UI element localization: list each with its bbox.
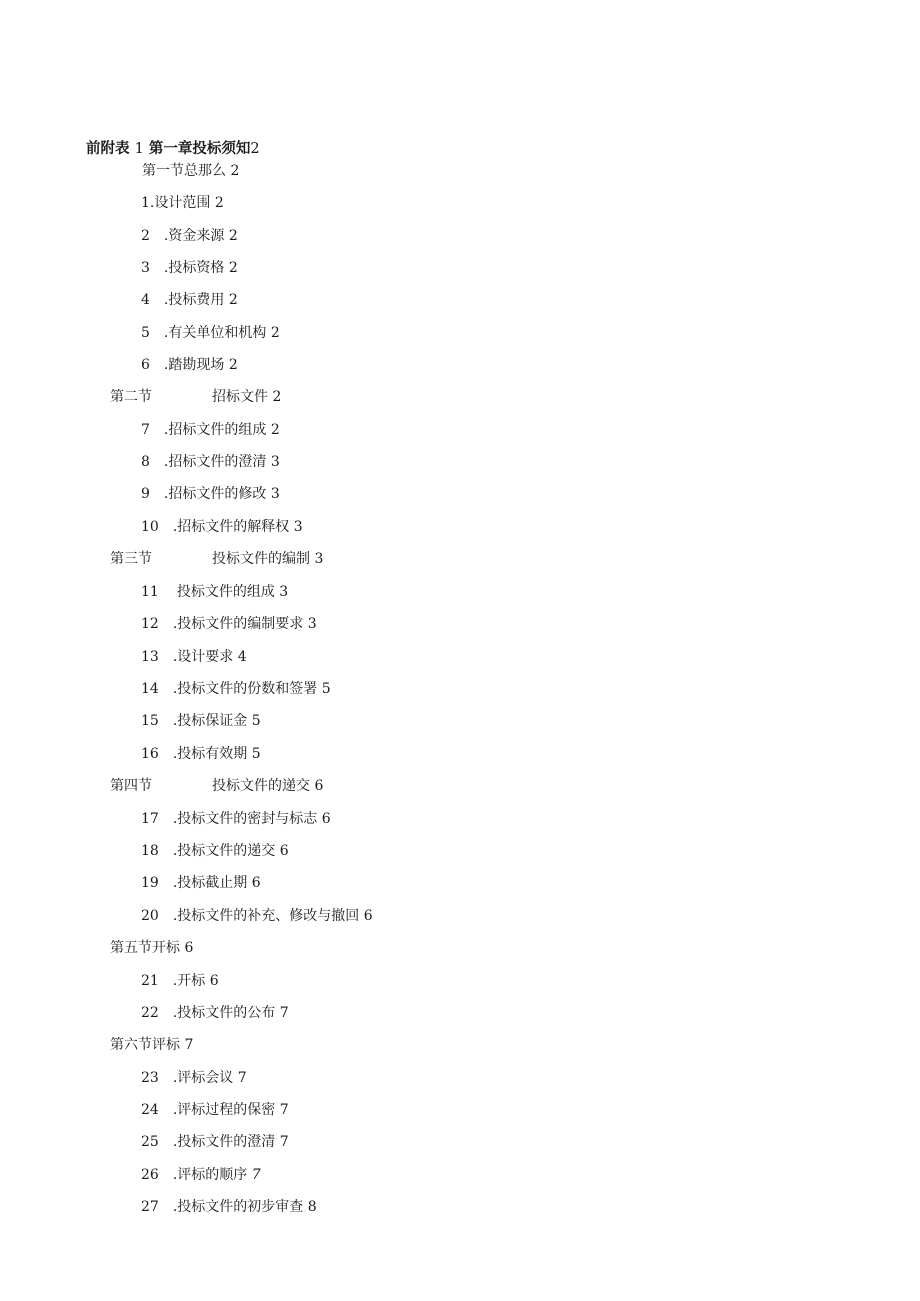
section-page: 2 [272,389,282,405]
item-text: .招标文件的澄清 [163,454,267,470]
toc-item [141,583,288,601]
section-label: 第三节 [110,551,152,567]
item-number: 15 [141,713,159,729]
toc-item [141,1004,289,1022]
item-page: 5 [251,746,261,762]
item-number: 8 [141,454,150,470]
item-page: 2 [214,195,224,211]
item-page: 6 [321,811,331,827]
item-number: 4 [141,292,150,308]
item-number: 14 [141,681,159,697]
item-page: 7 [279,1005,289,1021]
toc-item [141,356,238,374]
section-label: 第四节 [110,778,152,794]
toc-item [141,810,331,828]
toc-item [141,712,261,730]
toc-item [141,518,303,536]
item-number: 11 [141,584,159,600]
toc-item [141,259,238,277]
item-text: .评标会议 [172,1070,234,1086]
item-page: 3 [279,584,289,600]
item-page: 7 [237,1070,247,1086]
toc-item [141,615,317,633]
section-title: 投标文件的递交 [212,778,310,794]
item-number: 16 [141,746,159,762]
item-text: .投标文件的澄清 [172,1134,276,1150]
toc-section-1 [142,162,239,180]
item-page: 2 [228,228,238,244]
section-title: 第五节开标 [110,940,180,956]
toc-header [86,140,260,158]
toc-item [141,1101,289,1119]
toc-item [141,485,280,503]
toc-section-3 [110,550,410,568]
section-label: 第二节 [110,389,152,405]
item-text: .评标过程的保密 [172,1102,276,1118]
toc-item [141,227,238,245]
item-number: 5 [141,325,150,341]
toc-item [141,1166,261,1184]
item-number: 19 [141,875,159,891]
item-text: 投标文件的组成 [176,584,275,600]
section-title: 投标文件的编制 [212,551,310,567]
item-page: 2 [228,292,238,308]
item-page: 3 [270,486,280,502]
item-text: .投标保证金 [172,713,248,729]
item-text: .投标文件的密封与标志 [172,811,318,827]
item-page: 2 [270,325,280,341]
toc-header-part1: 前附表 [86,141,130,157]
item-number: 1 [141,195,150,211]
item-page: 7 [279,1134,289,1150]
item-number: 27 [141,1199,159,1215]
item-number: 20 [141,908,159,924]
item-page: 3 [293,519,303,535]
item-number: 13 [141,649,159,665]
item-text: .设计要求 [172,649,234,665]
item-number: 10 [141,519,159,535]
item-text: .投标截止期 [172,875,248,891]
item-number: 9 [141,486,150,502]
item-number: 3 [141,260,150,276]
item-number: 24 [141,1102,159,1118]
item-page: 2 [270,422,280,438]
toc-item [141,842,289,860]
section-page: 7 [184,1037,194,1053]
toc-item [141,291,238,309]
item-page: 8 [307,1199,317,1215]
item-number: 2 [141,228,150,244]
toc-header-part2: 第一章投标须知 [148,141,251,157]
item-number: 23 [141,1070,159,1086]
toc-header-page2: 2 [250,141,260,157]
item-page: 7 [279,1102,289,1118]
item-text: .投标费用 [163,292,225,308]
toc-item [141,324,280,342]
item-text: .投标文件的份数和签署 [172,681,318,697]
item-number: 18 [141,843,159,859]
item-number: 6 [141,357,150,373]
item-number: 7 [141,422,150,438]
toc-item [141,874,261,892]
item-number: 26 [141,1167,159,1183]
item-number: 22 [141,1005,159,1021]
item-number: 21 [141,973,159,989]
toc-item [141,1133,289,1151]
section-page: 6 [184,940,194,956]
item-page: 7 [251,1167,261,1183]
toc-item [141,1069,247,1087]
toc-item [141,907,373,925]
item-page: 2 [228,260,238,276]
item-text: .投标文件的编制要求 [172,616,304,632]
item-number: 17 [141,811,159,827]
item-number: 12 [141,616,159,632]
item-page: 6 [363,908,373,924]
item-text: .踏勘现场 [163,357,225,373]
item-text: .投标文件的递交 [172,843,276,859]
item-page: 5 [251,713,261,729]
item-page: 3 [307,616,317,632]
toc-item [141,680,331,698]
item-text: .投标有效期 [172,746,248,762]
item-page: 3 [270,454,280,470]
item-text: .投标资格 [163,260,225,276]
section-page: 6 [314,778,324,794]
item-page: 6 [209,973,219,989]
toc-item [141,194,224,212]
item-page: 2 [228,357,238,373]
toc-section-4 [110,777,410,795]
section-title: 第六节评标 [110,1037,180,1053]
item-text: .资金来源 [163,228,225,244]
item-text: .投标文件的公布 [172,1005,276,1021]
item-page: 6 [279,843,289,859]
item-text: .有关单位和机构 [163,325,267,341]
toc-item [141,745,261,763]
item-page: 6 [251,875,261,891]
item-page: 4 [237,649,247,665]
item-text: .设计范围 [149,195,211,211]
toc-item [141,648,247,666]
toc-item [141,1198,317,1216]
section-page: 3 [314,551,324,567]
toc-section-6 [110,1036,193,1054]
item-text: .投标文件的补充、修改与撤回 [172,908,360,924]
section-title: 第一节总那么 [142,163,226,179]
toc-header-page1: 1 [134,141,144,157]
item-text: .招标文件的修改 [163,486,267,502]
section-page: 2 [230,163,240,179]
toc-section-2 [110,388,410,406]
item-text: .开标 [172,973,206,989]
toc-item [141,453,280,471]
item-number: 25 [141,1134,159,1150]
item-text: .投标文件的初步审查 [172,1199,304,1215]
toc-item [141,972,219,990]
item-text: .招标文件的组成 [163,422,267,438]
toc-section-5 [110,939,193,957]
toc-item [141,421,280,439]
section-title: 招标文件 [212,389,268,405]
item-page: 5 [321,681,331,697]
item-text: .评标的顺序 [172,1167,248,1183]
item-text: .招标文件的解释权 [172,519,290,535]
